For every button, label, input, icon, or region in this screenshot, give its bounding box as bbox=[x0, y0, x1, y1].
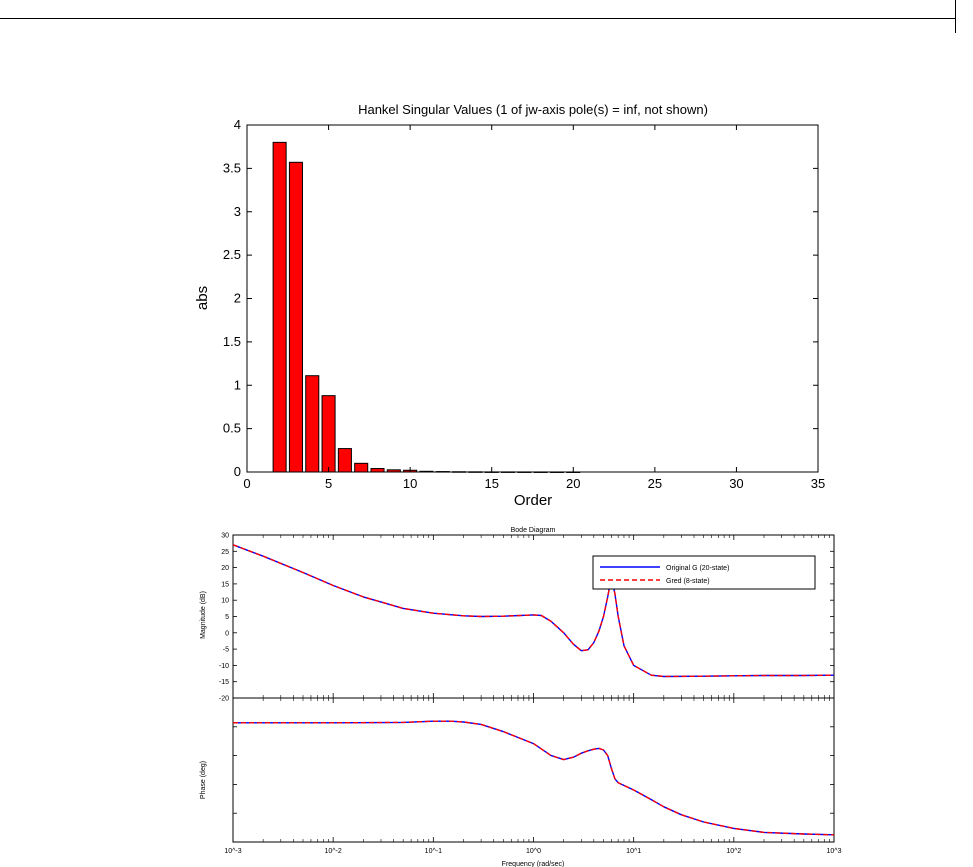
x-tick-label: 10^-3 bbox=[224, 848, 242, 855]
y-tick-label: 10 bbox=[221, 597, 229, 605]
y-tick-label: 20 bbox=[221, 565, 229, 573]
x-tick-label: 25 bbox=[647, 476, 663, 491]
y-tick-label: 0.5 bbox=[222, 420, 241, 436]
legend bbox=[593, 556, 815, 589]
y-tick-label: 1.5 bbox=[222, 333, 241, 349]
y-tick-label: 2 bbox=[233, 290, 241, 306]
chart-title: Bode Diagram bbox=[510, 527, 556, 534]
y-axis-label: abs bbox=[194, 285, 211, 311]
x-tick-label: 10^-2 bbox=[324, 848, 342, 855]
panel-frame bbox=[233, 698, 834, 842]
y-tick-label: 1 bbox=[233, 377, 241, 393]
y-tick-label: -20 bbox=[218, 695, 229, 703]
y-tick-label: 15 bbox=[221, 581, 229, 589]
y-tick-label: 2.5 bbox=[222, 247, 241, 263]
x-tick-label: 20 bbox=[566, 476, 581, 491]
x-tick-label: 10^-1 bbox=[424, 848, 442, 855]
y-tick-label: 3 bbox=[233, 203, 241, 219]
x-tick-label: 10^3 bbox=[826, 848, 842, 855]
x-tick-label: 35 bbox=[810, 476, 826, 491]
chart-title: Hankel Singular Values (1 of jw-axis pole(s) = inf, not shown) bbox=[358, 102, 708, 117]
y-tick-label: 30 bbox=[221, 532, 229, 540]
y-tick-label: 0 bbox=[233, 464, 241, 479]
phase-axis-label: Phase (deg) bbox=[200, 760, 207, 800]
x-tick-label: 10^2 bbox=[726, 848, 742, 855]
x-axis-label: Frequency (rad/sec) bbox=[501, 861, 565, 867]
x-tick-label: 0 bbox=[243, 476, 251, 491]
y-tick-label: 5 bbox=[225, 614, 229, 621]
series-line-reduced bbox=[233, 721, 834, 835]
x-axis-label: Order bbox=[513, 492, 553, 509]
legend-entry-reduced: Gred (8-state) bbox=[666, 578, 710, 585]
x-tick-label: 10^0 bbox=[526, 848, 541, 855]
legend-entry-original: Original G (20-state) bbox=[666, 565, 730, 572]
y-tick-label: 3.5 bbox=[222, 160, 241, 176]
y-tick-label: -5 bbox=[222, 646, 229, 654]
magnitude-axis-label: Magnitude (dB) bbox=[200, 591, 207, 639]
y-tick-label: -10 bbox=[218, 662, 229, 670]
y-tick-label: 4 bbox=[233, 117, 241, 132]
x-tick-label: 5 bbox=[324, 476, 333, 491]
series-line-original bbox=[233, 721, 834, 835]
x-tick-label: 15 bbox=[484, 476, 499, 491]
y-tick-label: -15 bbox=[218, 679, 229, 687]
x-tick-label: 10 bbox=[402, 476, 418, 491]
x-tick-label: 10^1 bbox=[626, 848, 642, 855]
y-tick-label: 0 bbox=[225, 630, 229, 638]
y-tick-label: 25 bbox=[221, 548, 229, 556]
x-tick-label: 30 bbox=[729, 476, 744, 491]
